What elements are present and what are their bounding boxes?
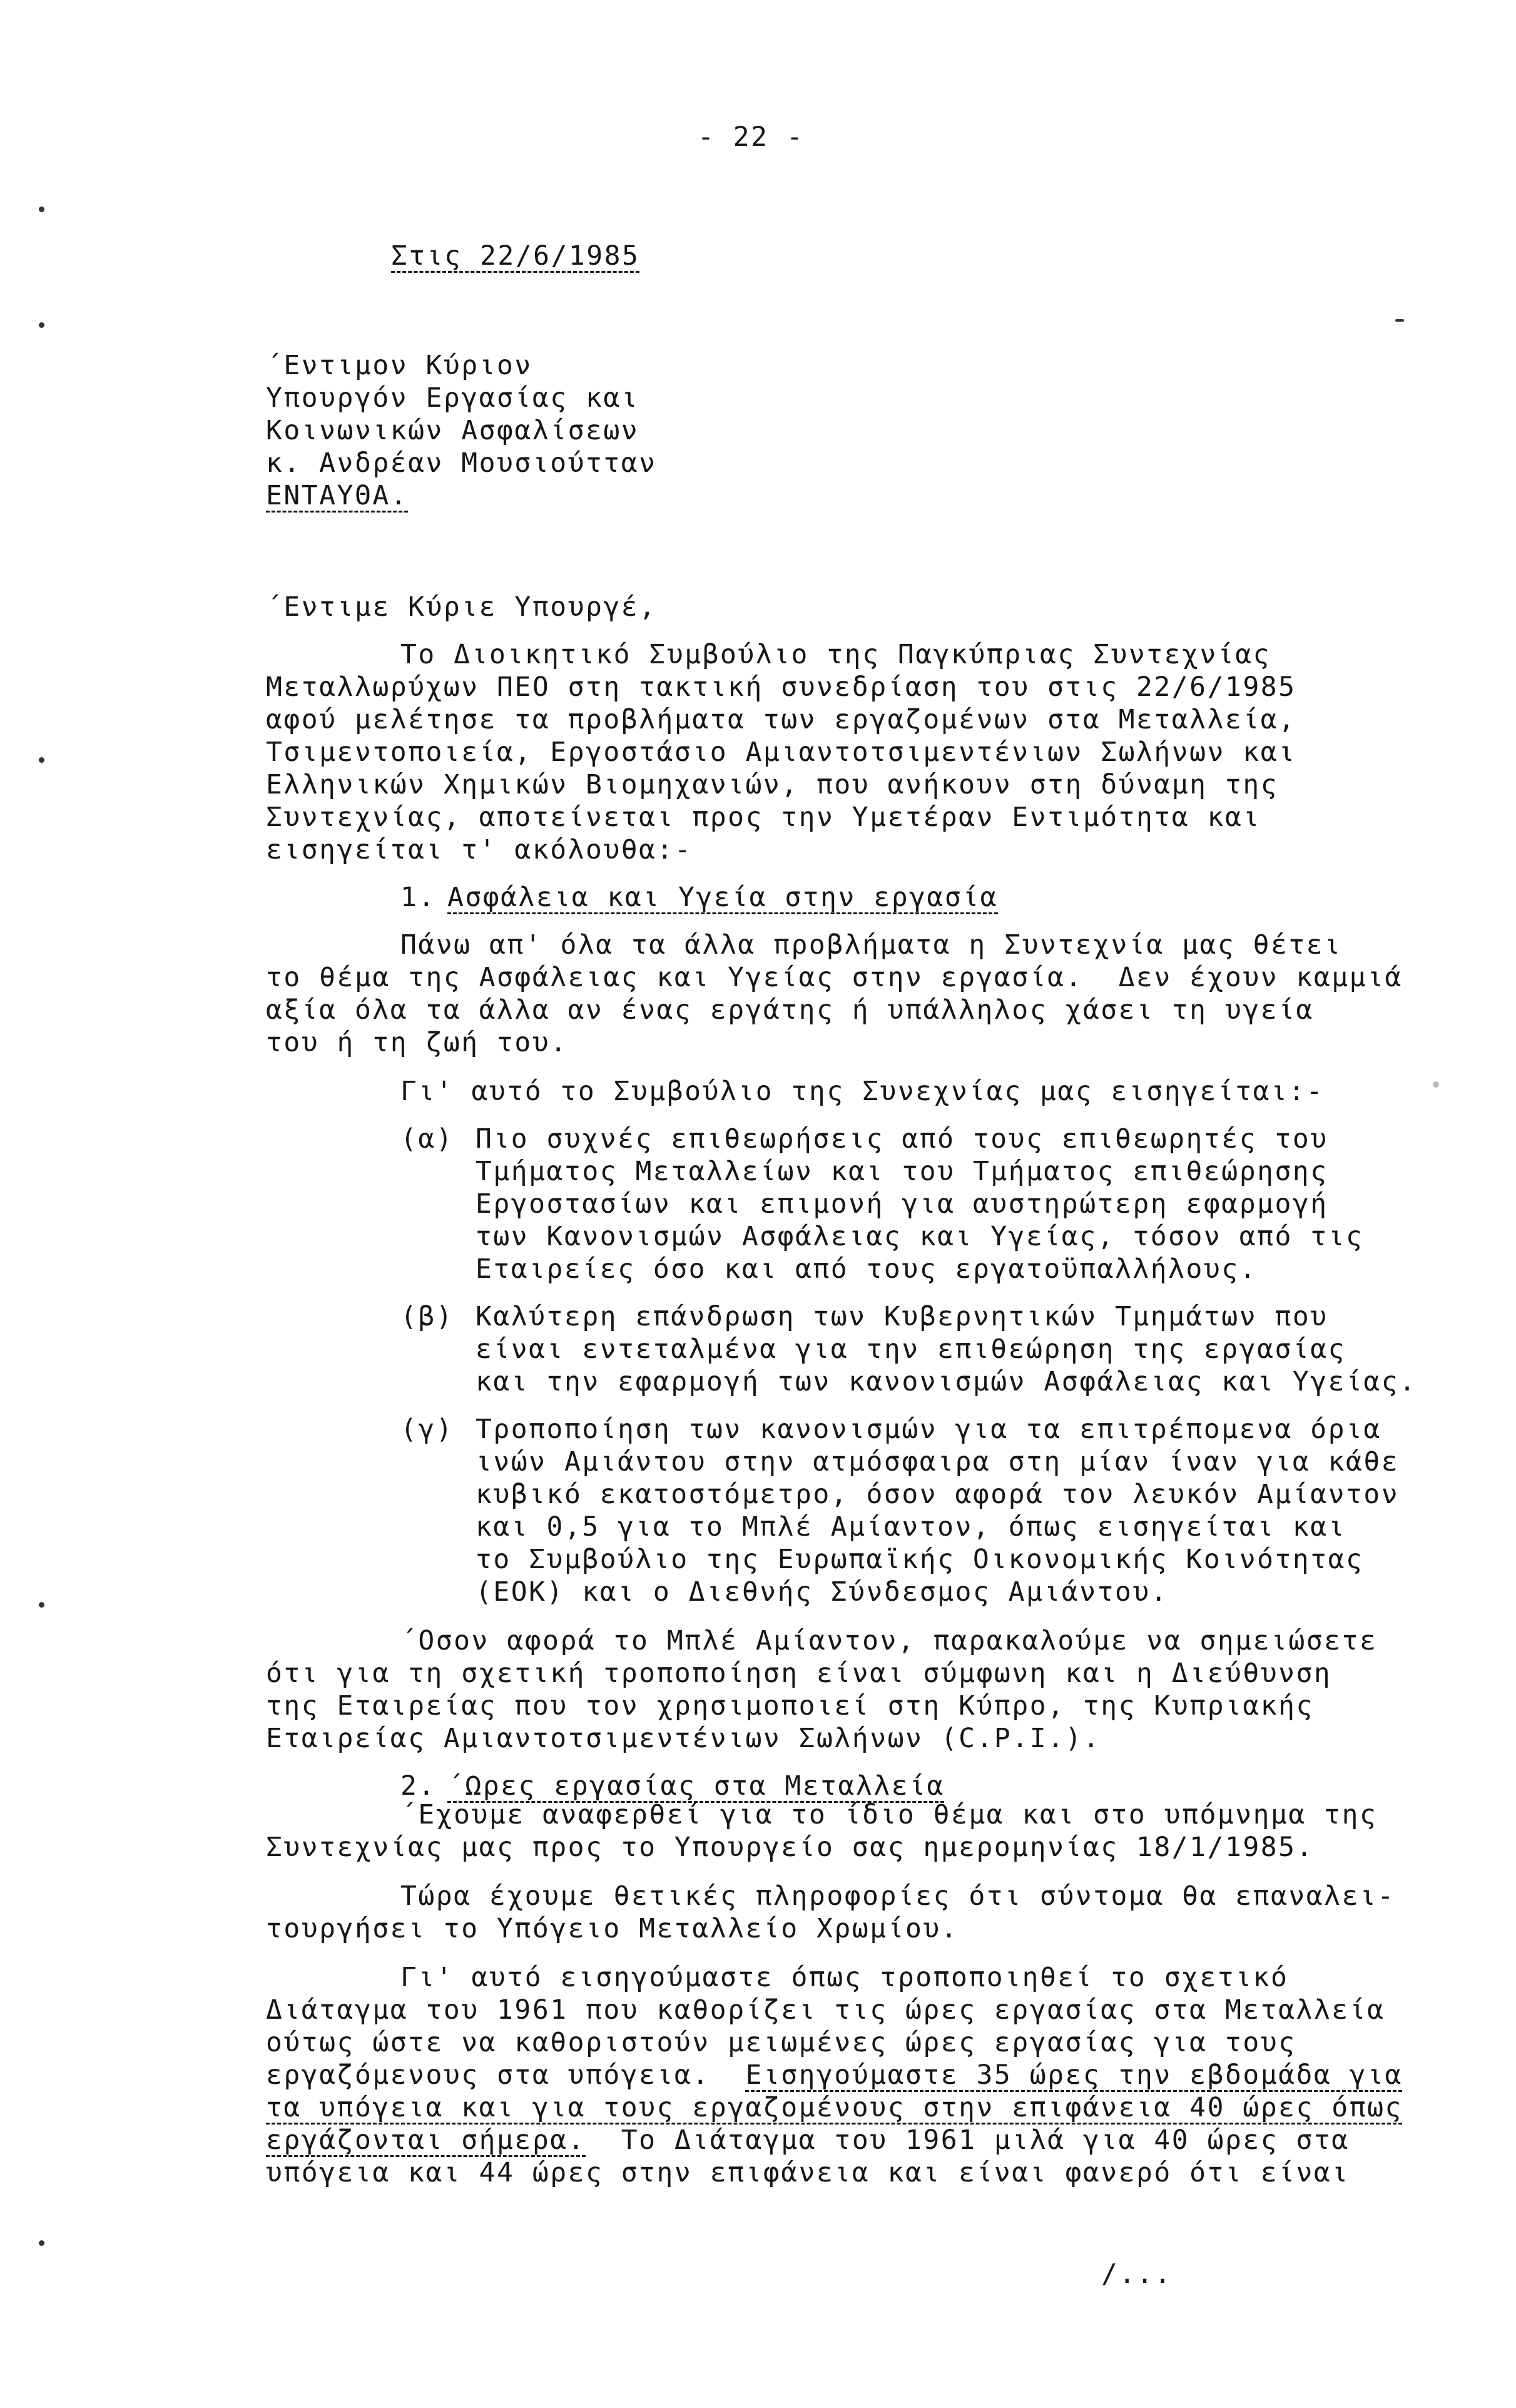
list-item-line: το Συμβούλιο της Ευρωπαϊκής Οικονομικής Κοινότητας [476, 1544, 1364, 1575]
recipient-location: ΕΝΤΑΥΘΑ. [266, 480, 409, 511]
text-line: Συντεχνίας, αποτείνεται προς την Υμετέραν Εντιμότητα και [266, 802, 1261, 833]
list-item-label: (γ) [400, 1414, 454, 1445]
recipient-line: Κοινωνικών Ασφαλίσεων [266, 415, 639, 446]
list-item-line: Τμήματος Μεταλλείων και του Τμήματος επιθεώρησης [476, 1156, 1328, 1187]
page-number: - 22 - [698, 121, 805, 153]
recipient-line: ΄Εντιμον Κύριον [266, 350, 532, 381]
text-line: ότι για τη σχετική τροποποίηση είναι σύμφωνη και η Διεύθυνση [266, 1658, 1332, 1689]
scan-speck [1433, 1081, 1439, 1088]
text-line: αφού μελέτησε τα προβλήματα των εργαζομένων στα Μεταλλεία, [266, 704, 1296, 735]
text-line: Γι' αυτό το Συμβούλιο της Συνεχνίας μας εισηγείται:- [400, 1076, 1325, 1107]
section-number: 2. [400, 1770, 436, 1802]
list-item-line: Πιο συχνές επιθεωρήσεις από τους επιθεωρητές του [476, 1123, 1328, 1155]
text-line: Γι' αυτό εισηγούμαστε όπως τροποποιηθεί το σχετικό [400, 1962, 1289, 1993]
section-heading: ΄Ωρες εργασίας στα Μεταλλεία [447, 1770, 945, 1802]
text-span: Το Διάταγμα του 1961 μιλά για 40 ώρες στα [586, 2125, 1350, 2156]
text-line: Διάταγμα του 1961 που καθορίζει τις ώρες εργασίας στα Μεταλλεία [266, 1994, 1385, 2026]
text-line: του ή τη ζωή του. [266, 1027, 568, 1058]
text-line: Συντεχνίας μας προς το Υπουργείο σας ημερομηνίας 18/1/1985. [266, 1832, 1314, 1863]
recipient-line: Υπουργόν Εργασίας και [266, 382, 639, 414]
list-item-label: (α) [400, 1123, 454, 1155]
letter-date: Στις 22/6/1985 [391, 240, 640, 272]
list-item-line: (ΕΟΚ) και ο Διεθνής Σύνδεσμος Αμιάντου. [476, 1576, 1169, 1608]
text-line: ΄Εχουμε αναφερθεί για το ίδιο θέμα και στο υπόμνημα της [400, 1799, 1378, 1830]
list-item-line: και 0,5 για το Μπλέ Αμίαντον, όπως εισηγείται και [476, 1511, 1346, 1543]
list-item-label: (β) [400, 1301, 454, 1332]
text-line: τουργήσει το Υπόγειο Μεταλλείο Χρωμίου. [266, 1913, 959, 1944]
recipient-line: κ. Ανδρέαν Μουσιούτταν [266, 447, 657, 479]
list-item-line: των Κανονισμών Ασφάλειας και Υγείας, τόσον από τις [476, 1221, 1364, 1252]
underlined-span: Εισηγούμαστε 35 ώρες την εβδομάδα για [745, 2059, 1403, 2091]
list-item-line: Εταιρείες όσο και από τους εργατοϋπαλλήλους. [476, 1253, 1258, 1285]
text-line: Μεταλλωρύχων ΠΕΟ στη τακτική συνεδρίαση του στις 22/6/1985 [266, 671, 1296, 703]
list-item-line: Τροποποίηση των κανονισμών για τα επιτρέπομενα όρια [476, 1414, 1381, 1445]
text-line: ΄Οσον αφορά το Μπλέ Αμίαντον, παρακαλούμε να σημειώσετε [400, 1625, 1378, 1656]
scan-speck [39, 757, 44, 763]
underlined-span: εργάζονται σήμερα. [266, 2125, 586, 2156]
scan-speck [1395, 319, 1404, 322]
list-item-line: κυβικό εκατοστόμετρο, όσον αφορά τον λευκόν Αμίαντον [476, 1479, 1400, 1510]
text-line: εισηγείται τ' ακόλουθα:- [266, 834, 693, 865]
text-line: Εταιρείας Αμιαντοτσιμεντένιων Σωλήνων (C.P.I.). [266, 1723, 1101, 1754]
text-line: Τώρα έχουμε θετικές πληροφορίες ότι σύντομα θα επαναλει- [400, 1880, 1395, 1912]
text-line: το θέμα της Ασφάλειας και Υγείας στην εργασία. Δεν έχουν καμμιά [266, 962, 1403, 993]
section-number: 1. [400, 882, 436, 913]
text-line: Το Διοικητικό Συμβούλιο της Παγκύπριας Συντεχνίας [400, 639, 1271, 670]
list-item-line: και την εφαρμογή των κανονισμών Ασφάλειας και Υγείας. [476, 1366, 1417, 1397]
text-line: της Εταιρείας που τον χρησιμοποιεί στη Κύπρο, της Κυπριακής [266, 1690, 1314, 1722]
text-line [266, 2125, 1350, 2156]
continuation-mark: /... [1101, 2258, 1173, 2290]
text-line: Τσιμεντοποιεία, Εργοστάσιο Αμιαντοτσιμεντένιων Σωλήνων και [266, 737, 1296, 768]
text-line: υπόγεια και 44 ώρες στην επιφάνεια και είναι φανερό ότι είναι [266, 2157, 1350, 2188]
scan-speck [39, 207, 44, 212]
list-item-line: ινών Αμιάντου στην ατμόσφαιρα στη μίαν ίναν για κάθε [476, 1446, 1400, 1477]
text-span: εργαζόμενους στα υπόγεια. [266, 2059, 746, 2091]
list-item-line: Εργοστασίων και επιμονή για αυστηρώτερη εφαρμογή [476, 1188, 1328, 1220]
scan-speck [39, 2240, 44, 2246]
text-line: Πάνω απ' όλα τα άλλα προβλήματα η Συντεχνία μας θέτει [400, 929, 1342, 961]
list-item-line: Καλύτερη επάνδρωση των Κυβερνητικών Τμημάτων που [476, 1301, 1328, 1332]
text-line: ούτως ώστε να καθοριστούν μειωμένες ώρες εργασίας για τους [266, 2027, 1296, 2058]
section-heading: Ασφάλεια και Υγεία στην εργασία [447, 882, 999, 913]
scan-speck [39, 1602, 44, 1608]
text-line: αξία όλα τα άλλα αν ένας εργάτης ή υπάλληλος χάσει τη υγεία [266, 994, 1314, 1026]
text-line: Ελληνικών Χημικών Βιομηχανιών, που ανήκουν στη δύναμη της [266, 769, 1279, 800]
salutation: ΄Εντιμε Κύριε Υπουργέ, [266, 591, 657, 623]
underlined-line: τα υπόγεια και για τους εργαζομένους στην επιφάνεια 40 ώρες όπως [266, 2092, 1403, 2123]
text-line [266, 2060, 1403, 2091]
scan-speck [39, 322, 44, 328]
list-item-line: είναι εντεταλμένα για την επιθεώρηση της εργασίας [476, 1334, 1346, 1365]
